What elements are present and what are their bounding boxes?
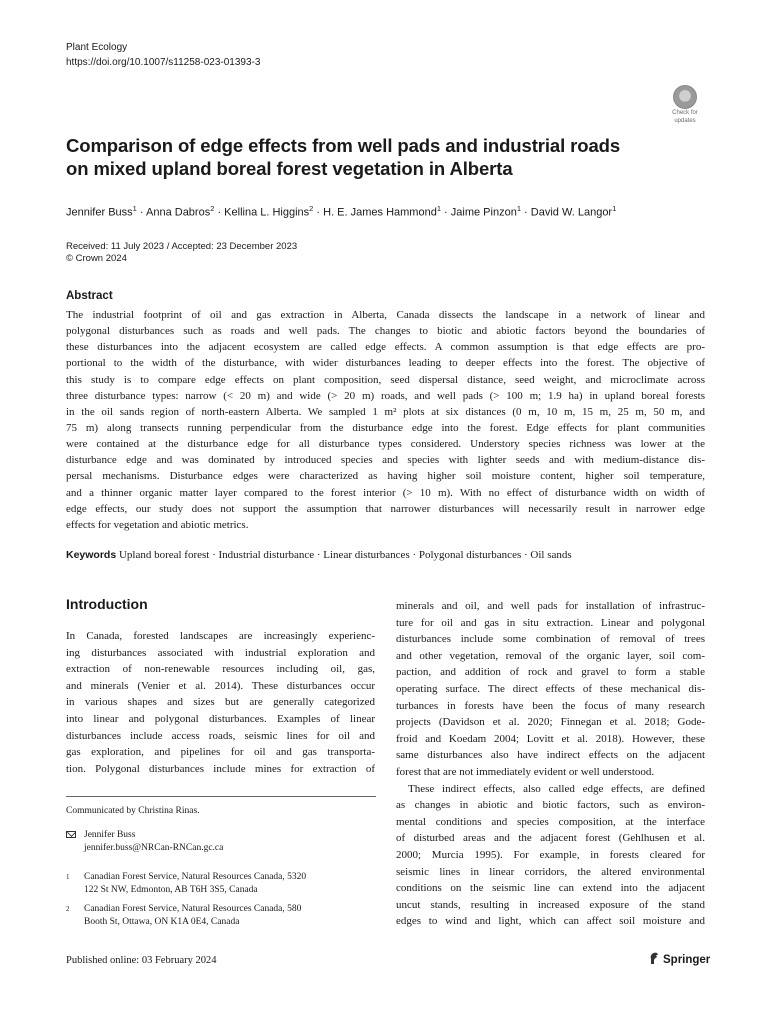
affiliation-line: Booth St, Ottawa, ON K1A 0E4, Canada	[84, 917, 240, 927]
abstract-line: polygonal disturbances such as roads and well pads. The changes to biotic and abiotic factors beyond the boundaries of	[66, 325, 705, 338]
abstract-line: these disturbances into the adjacent ecosystem are called edge effects. A common assumption is that edge effects are pro-	[66, 341, 705, 354]
publisher-name: Springer	[663, 954, 711, 966]
body-line: mental conditions and species composition, at the interface	[396, 815, 705, 828]
body-line: projects (Davidson et al. 2020; Finnegan et al. 2018; Gode-	[396, 716, 705, 729]
body-line: In Canada, forested landscapes are increasingly experienc-	[66, 630, 375, 642]
body-line: extraction of non-renewable resources including oil, gas,	[66, 663, 375, 676]
affiliation-line: Canadian Forest Service, Natural Resources Canada, 580	[84, 904, 302, 914]
body-line: uncut stands, resulting in increased exposure of the stand	[396, 898, 705, 911]
affiliation-1	[66, 871, 366, 901]
publisher-logo	[648, 951, 710, 966]
abstract-line: were contained at the disturbance edge for all disturbance types considered. Understory species richness was lower at the	[66, 438, 705, 451]
envelope-icon	[66, 831, 76, 838]
body-line: into linear and polygonal disturbances. Examples of linear	[66, 712, 375, 725]
body-line: paction, and addition of rock and gravel to form a stable	[396, 666, 705, 679]
journal-name: Plant Ecology	[66, 42, 128, 53]
body-line: operating surface. The direct effects of these mechanical dis-	[396, 682, 705, 695]
body-line: disturbances include some combination of removal of trees	[396, 633, 705, 646]
body-line: and other vegetation, removal of the organic layer, soil com-	[396, 649, 705, 662]
journal-header	[66, 40, 260, 70]
body-line: minerals and oil, and well pads for installation of infrastruc-	[396, 600, 705, 612]
abstract-line: this study is to compare edge effects on plant composition, seed dispersal distance, seed weight, and microclimate across	[66, 373, 705, 386]
title-line: Comparison of edge effects from well pads and industrial roads	[66, 135, 621, 156]
springer-horse-icon	[648, 951, 660, 965]
abstract-line: 75 m) along transects running perpendicular from the disturbance edge into the forest. Edge effects for plant communities	[66, 421, 705, 434]
abstract-line: disturbance edge and was dominated by introduced species and species with lighter seeds and with medium-distance dis-	[66, 454, 705, 467]
published-online: Published online: 03 February 2024	[66, 955, 217, 966]
affiliation-mark: 1	[436, 204, 441, 213]
body-line: tion. Polygonal disturbances include mines for extraction of	[66, 762, 375, 775]
abstract-line: three disturbance types: narrow (< 20 m) and wide (> 20 m) roads, and well pads (> 100 m; 1.9 ha) in upland boreal forests	[66, 389, 705, 402]
affiliation-mark: 1	[516, 204, 521, 213]
check-for-updates-icon	[673, 85, 697, 109]
body-line: gas exploration, and pipelines for oil and gas transporta-	[66, 746, 375, 759]
doi-link[interactable]: https://doi.org/10.1007/s11258-023-01393-3	[66, 57, 261, 68]
abstract-line: portional to the width of the disturbance, with wider disturbances leading to deeper effects into the forest. The objective of	[66, 357, 705, 370]
abstract-line: The industrial footprint of oil and gas extraction in Alberta, Canada dissects the landscape in a network of linear and	[66, 309, 705, 321]
body-line: seismic lines in linear corridors, the altered environmental	[396, 865, 705, 878]
body-line: as changes in abiotic and biotic factors, such as environ-	[396, 799, 705, 812]
affiliation-mark: 2	[210, 204, 215, 213]
body-line: 2000; Murcia 1995). For example, in forests cleared for	[396, 848, 705, 861]
footnote-divider	[66, 796, 376, 797]
abstract-body	[66, 307, 705, 533]
title-line: on mixed upland boreal forest vegetation in Alberta	[66, 158, 513, 179]
affiliation-2	[66, 903, 366, 933]
body-line: ture for oil and gas in situ extraction. Linear and polygonal	[396, 616, 705, 629]
body-line: in various shapes and sizes but are generally categorized	[66, 696, 375, 709]
author-name[interactable]: David W. Langor	[530, 206, 613, 219]
affiliation-number: 1	[66, 873, 70, 881]
keywords-text: Upland boreal forest · Industrial disturbance · Linear disturbances · Polygonal disturbances · Oil sands	[118, 549, 572, 561]
affiliation-mark: 2	[309, 204, 314, 213]
body-line: turbances in forests have been the focus of many research	[396, 699, 705, 712]
article-dates	[66, 241, 297, 265]
contact-name: Jennifer Buss	[84, 830, 136, 840]
affiliation-line: 122 St NW, Edmonton, AB T6H 3S5, Canada	[84, 885, 258, 895]
intro-right-column	[396, 598, 705, 930]
abstract-line: persal mechanisms. Disturbance edges were characterized as having higher soil moisture content, higher soil temperature,	[66, 470, 705, 483]
abstract-line: edge effects, our study does not support the assumption that narrower disturbances will necessarily result in narrower edge	[66, 502, 705, 515]
body-line: These indirect effects, also called edge effects, are defined	[408, 782, 705, 795]
check-for-updates-badge[interactable]	[666, 84, 704, 122]
affiliation-line: Canadian Forest Service, Natural Resources Canada, 5320	[84, 872, 307, 882]
author-name[interactable]: Kellina L. Higgins	[224, 206, 310, 219]
author-name[interactable]: Anna Dabros	[146, 206, 211, 219]
affiliation-mark: 1	[132, 204, 137, 213]
badge-line-1: Check for	[672, 110, 698, 116]
author-name[interactable]: Jennifer Buss	[66, 206, 133, 219]
article-title	[66, 134, 666, 180]
body-line: froid and Koedam 2004; Lovitt et al. 2018). However, these	[396, 732, 705, 745]
abstract-line: effects for vegetation and abiotic metrics.	[66, 518, 249, 531]
keywords-label: Keywords	[66, 549, 117, 561]
communicated-by: Communicated by Christina Rinas.	[66, 806, 200, 816]
body-line: conditions on the seismic line can extend into the adjacent	[396, 882, 705, 895]
received-accepted: Received: 11 July 2023 / Accepted: 23 December 2023	[66, 241, 298, 252]
introduction-heading: Introduction	[66, 596, 148, 612]
copyright: © Crown 2024	[66, 253, 127, 264]
contact-email[interactable]: jennifer.buss@NRCan-RNCan.gc.ca	[84, 843, 224, 853]
intro-left-column	[66, 628, 375, 777]
author-list: Jennifer Buss$^1$ · Anna Dabros$^2$ · Kellina L. Higgins$^2$ · H. E. James Hammond$^1$ · Jaime Pinzon$^1$ · David W. Langor$^1$	[66, 204, 617, 219]
abstract-line: in the oil sands region of north-eastern Alberta. We sampled 1 m² plots at six distances (0 m, 10 m, 15 m, 25 m, 50 m, and	[66, 405, 705, 418]
contact-block	[66, 829, 366, 859]
author-name[interactable]: Jaime Pinzon	[450, 206, 517, 219]
body-line: and minerals (Venier et al. 2014). These disturbances occur	[66, 679, 375, 692]
affiliation-number: 2	[66, 905, 70, 913]
body-line: disturbances include access roads, seismic lines for oil and	[66, 729, 375, 742]
body-line: of disturbed areas and the adjacent forest (Gehlhusen et al.	[396, 832, 705, 845]
affiliation-mark: 1	[612, 204, 617, 213]
body-line: same disturbances also have indirect effects on the adjacent	[396, 749, 705, 762]
body-line: forest that are not immediately evident or well understood.	[396, 765, 655, 778]
author-name[interactable]: H. E. James Hammond	[323, 206, 437, 219]
body-line: edges to wind and light, which can affect soil moisture and	[396, 915, 705, 928]
badge-line-2: updates	[674, 118, 696, 124]
body-line: ing disturbances associated with industrial exploration and	[66, 646, 375, 659]
abstract-line: and a thinner organic matter layer compared to the forest interior (> 10 m). With no effect of disturbance width on width of	[66, 486, 705, 499]
keywords	[66, 549, 572, 561]
abstract-heading: Abstract	[66, 290, 113, 302]
